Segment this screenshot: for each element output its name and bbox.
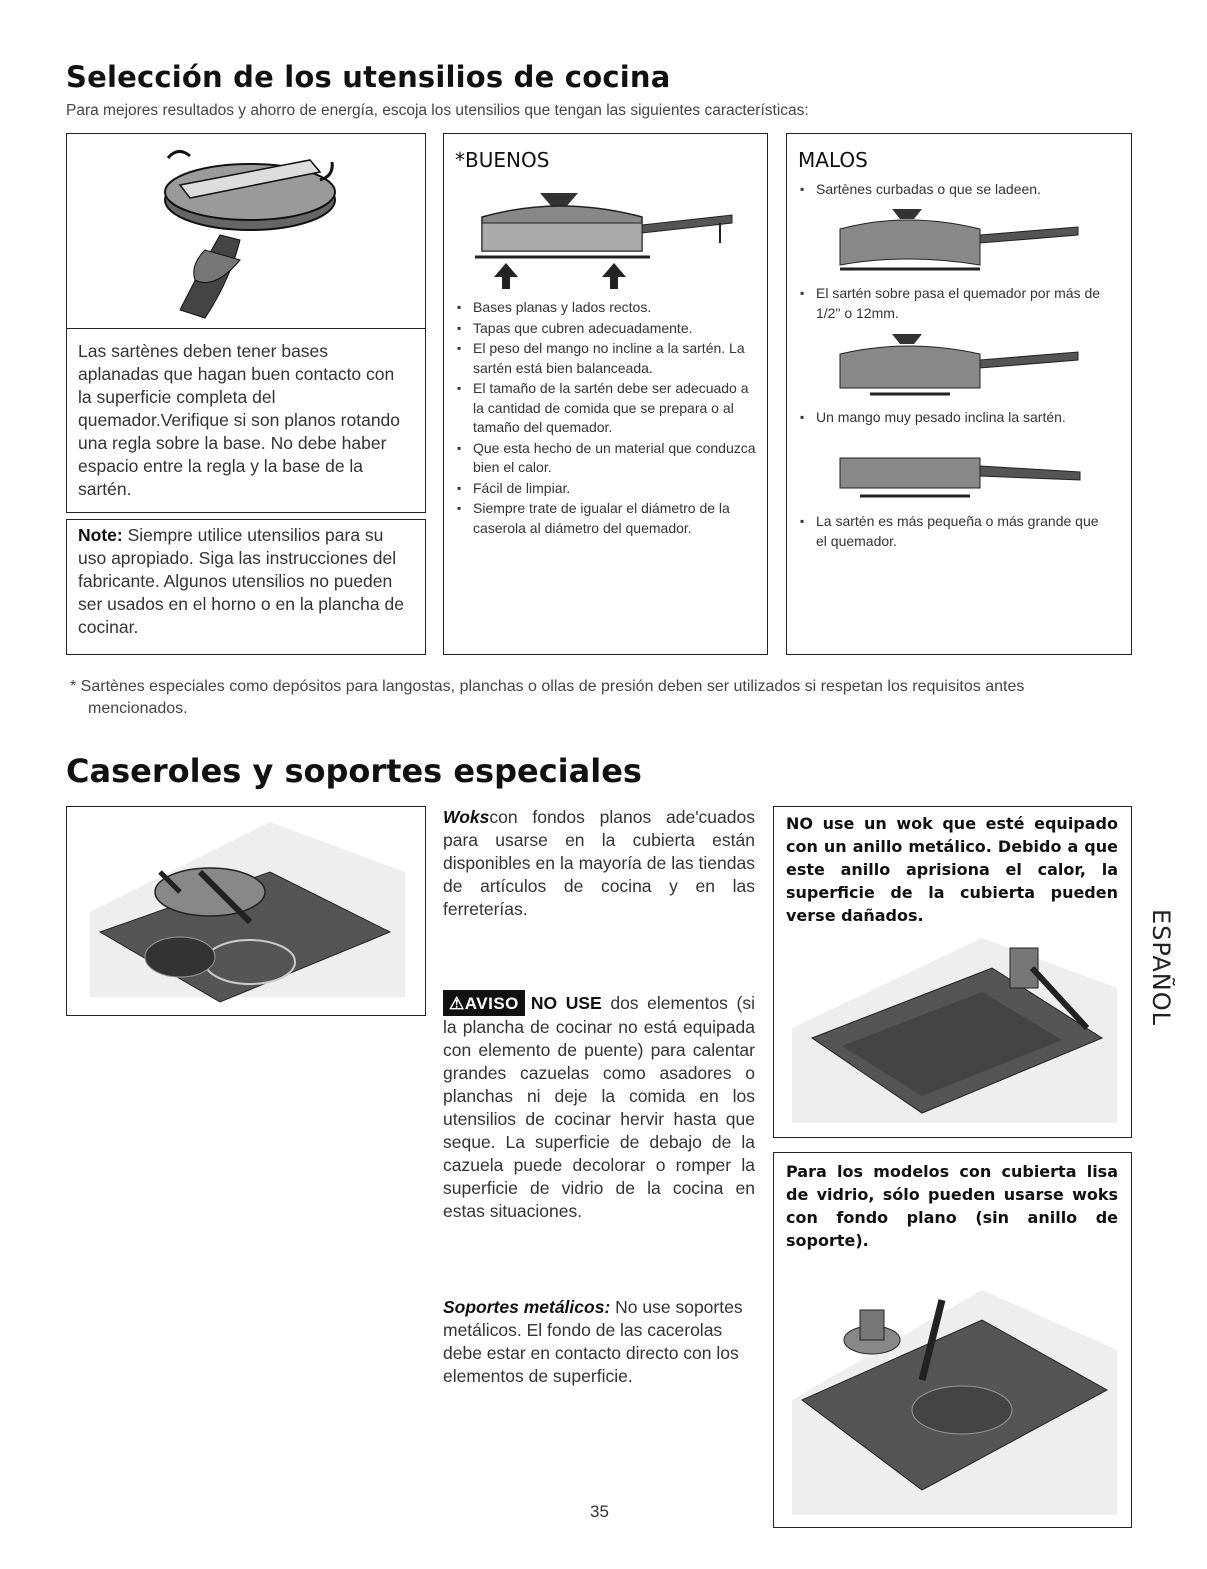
- flat-wok-info: Para los modelos con cubierta lisa de vidrio, sólo pueden usarse woks con fondo plano (sin anillo de soporte).: [786, 1162, 1118, 1250]
- buenos-list: [457, 298, 757, 539]
- warped-pan-illustration: [830, 205, 1090, 275]
- aviso-paragraph: [443, 990, 755, 1223]
- list-item: ▪ Bases planas y lados rectos.: [457, 298, 757, 318]
- wok-ring-warning: NO use un wok que esté equipado con un anillo metálico. Debido a que este anillo aprisiona el calor, la superficie de la cubierta pueden verse dañados.: [786, 814, 1118, 925]
- malos-list-4: [800, 512, 1110, 552]
- list-item: ▪ El sartén sobre pasa el quemador por más de 1/2" o 12mm.: [800, 284, 1110, 323]
- pan-ruler-illustration: [120, 140, 380, 325]
- list-item: ▪ Sartènes curbadas o que se ladeen.: [800, 180, 1120, 200]
- note-label: Note:: [78, 525, 123, 545]
- list-item: ▪ El peso del mango no incline a la sartén. La sartén está bien balanceada.: [457, 339, 757, 378]
- malos-title: MALOS: [798, 148, 868, 172]
- list-item: ▪ Que esta hecho de un material que conduzca bien el calor.: [457, 439, 757, 478]
- malos-list-3: [800, 408, 1110, 429]
- list-item: ▪ Un mango muy pesado inclina la sartén.: [800, 408, 1110, 428]
- malos-list-1: [800, 180, 1120, 201]
- oversized-pan-illustration: [830, 330, 1090, 400]
- section-title-utensilios: Selección de los utensilios de cocina: [66, 60, 671, 94]
- note-body: Siempre utilice utensilios para su uso apropiado. Siga las instrucciones del fabricante. Algunos utensilios no pueden ser usados en el horno o en la plancha de cocinar.: [78, 525, 404, 637]
- list-item: ▪ La sartén es más pequeña o más grande que el quemador.: [800, 512, 1110, 551]
- language-tab: ESPAÑOL: [1147, 909, 1175, 1026]
- wok-on-cooktop-illustration: [70, 812, 422, 1012]
- woks-text: con fondos planos ade'cuados para usarse en la cubierta están disponibles en la mayoría de las tiendas de artículos de cocina y en las ferreterías.: [443, 807, 755, 919]
- aviso-bold: NO USE: [530, 993, 602, 1013]
- page-number: 35: [590, 1502, 609, 1521]
- section-title-caseroles: Caseroles y soportes especiales: [66, 752, 642, 790]
- list-item: ▪ Tapas que cubren adecuadamente.: [457, 319, 757, 339]
- wok-ring-cooktop-illustration: [782, 928, 1122, 1128]
- flat-wok-cooktop-illustration: [782, 1270, 1122, 1520]
- woks-paragraph: [443, 806, 755, 921]
- soportes-paragraph: [443, 1296, 755, 1388]
- list-item: ▪ El tamaño de la sartén debe ser adecuado a la cantidad de comida que se prepara o al tamaño del quemador.: [457, 379, 757, 438]
- soportes-label: Soportes metálicos:: [443, 1297, 611, 1317]
- warning-badge-text: AVISO: [464, 994, 519, 1013]
- buenos-title: *BUENOS: [455, 148, 550, 172]
- aviso-text: dos elementos (si la plancha de cocinar no está equipada con elemento de puente) para calentar grandes cazuelas como asadores o planchas ni deje la comida en los utensilios de cocinar hervir hasta que seque. La superficie de debajo de la cazuela puede decolorar o romper la superficie de vidrio de la cocina en estas situaciones.: [443, 993, 755, 1221]
- list-item: ▪ Siempre trate de igualar el diámetro de la caserola al diámetro del quemador.: [457, 499, 757, 538]
- soportes-text: No use soportes metálicos. El fondo de las cacerolas debe estar en contacto directo con los elementos de superficie.: [443, 1297, 743, 1386]
- note-text: [78, 524, 413, 639]
- divider: [66, 328, 426, 329]
- warning-badge: ⚠AVISO: [443, 990, 525, 1016]
- heavy-handle-pan-illustration: [830, 452, 1090, 502]
- woks-label: Woks: [443, 807, 490, 827]
- flatness-caption: Las sartènes deben tener bases aplanadas que hagan buen contacto con la superficie completa del quemador.Verifique si son planos rotando una regla sobre la base. No debe haber espacio entre la regla y la base de la sartén.: [78, 341, 401, 499]
- list-item: ▪ Fácil de limpiar.: [457, 479, 757, 499]
- footnote: * Sartènes especiales como depósitos para langostas, planchas o ollas de presión deben ser utilizados si respetan los requisitos antes mencionados.: [70, 678, 1025, 717]
- good-pan-illustration: [470, 185, 745, 290]
- intro-text: Para mejores resultados y ahorro de energía, escoja los utensilios que tengan las siguientes características:: [66, 102, 809, 119]
- malos-list-2: [800, 284, 1110, 324]
